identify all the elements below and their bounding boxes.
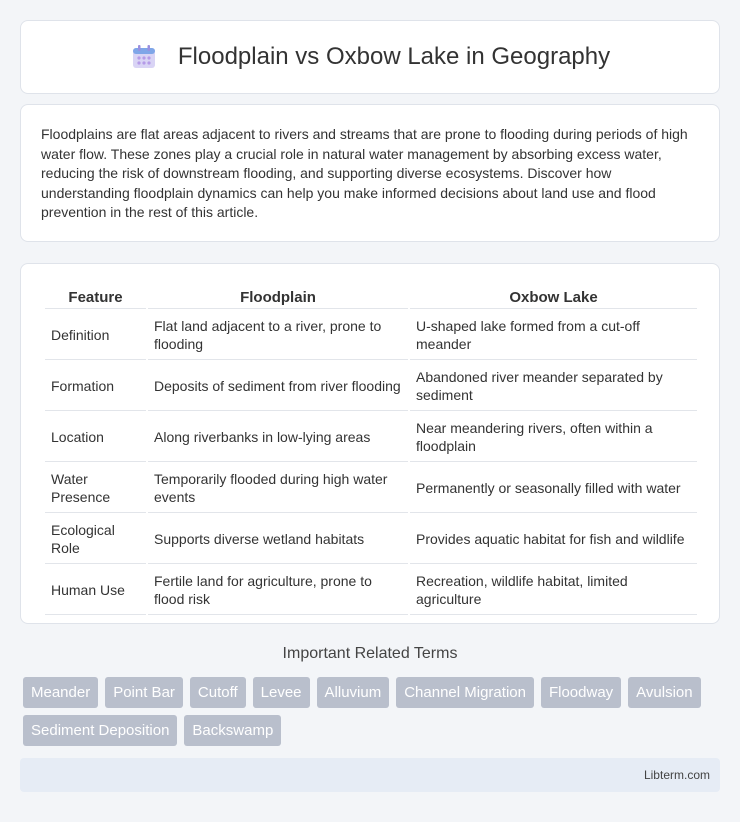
table-row: [45, 311, 697, 360]
tag-alluvium[interactable]: Alluvium: [317, 677, 390, 708]
tag-floodway[interactable]: Floodway: [541, 677, 621, 708]
header-feature: Feature: [45, 286, 146, 309]
header-card: [20, 20, 720, 94]
cell-floodplain: Fertile land for agriculture, prone to flood risk: [148, 566, 408, 615]
table-row: [45, 362, 697, 411]
cell-feature: Water Presence: [45, 464, 146, 513]
cell-floodplain: Deposits of sediment from river flooding: [148, 362, 408, 411]
cell-feature: Location: [45, 413, 146, 462]
header-floodplain: Floodplain: [148, 286, 408, 309]
cell-oxbow-lake: Recreation, wildlife habitat, limited agriculture: [410, 566, 697, 615]
cell-floodplain: Flat land adjacent to a river, prone to flooding: [148, 311, 408, 360]
cell-floodplain: Temporarily flooded during high water events: [148, 464, 408, 513]
cell-oxbow-lake: Abandoned river meander separated by sediment: [410, 362, 697, 411]
footer-brand[interactable]: Libterm.com: [643, 768, 710, 782]
related-terms-tags: [23, 677, 723, 746]
tag-sediment-deposition[interactable]: Sediment Deposition: [23, 715, 177, 746]
cell-floodplain: Along riverbanks in low-lying areas: [148, 413, 408, 462]
comparison-table: [43, 284, 699, 617]
cell-oxbow-lake: Provides aquatic habitat for fish and wildlife: [410, 515, 697, 564]
intro-text: Floodplains are flat areas adjacent to rivers and streams that are prone to flooding during periods of high water flow. These zones play a crucial role in natural water management by absorbing excess water, reducing the risk of downstream flooding, and supporting diverse ecosystems. Discover how understanding floodplain dynamics can help you make informed decisions about land use and flood prevention in the rest of this article.: [41, 126, 688, 220]
cell-floodplain: Supports diverse wetland habitats: [148, 515, 408, 564]
tag-levee[interactable]: Levee: [253, 677, 310, 708]
cell-oxbow-lake: Near meandering rivers, often within a floodplain: [410, 413, 697, 462]
calendar-icon: [130, 43, 158, 71]
intro-card: [20, 104, 720, 242]
tag-meander[interactable]: Meander: [23, 677, 98, 708]
cell-feature: Formation: [45, 362, 146, 411]
header-oxbow-lake: Oxbow Lake: [410, 286, 697, 309]
footer: [20, 758, 720, 792]
tag-backswamp[interactable]: Backswamp: [184, 715, 281, 746]
table-row: [45, 464, 697, 513]
cell-feature: Definition: [45, 311, 146, 360]
tag-point-bar[interactable]: Point Bar: [105, 677, 183, 708]
table-row: [45, 566, 697, 615]
cell-feature: Human Use: [45, 566, 146, 615]
tag-channel-migration[interactable]: Channel Migration: [396, 677, 534, 708]
cell-feature: Ecological Role: [45, 515, 146, 564]
tag-avulsion[interactable]: Avulsion: [628, 677, 700, 708]
table-header-row: [45, 286, 697, 309]
table-row: [45, 515, 697, 564]
related-terms-title: Important Related Terms: [282, 645, 458, 662]
page-title: Floodplain vs Oxbow Lake in Geography: [177, 43, 611, 70]
comparison-table-card: [20, 263, 720, 624]
table-row: [45, 413, 697, 462]
tag-cutoff[interactable]: Cutoff: [190, 677, 246, 708]
cell-oxbow-lake: U-shaped lake formed from a cut-off meander: [410, 311, 697, 360]
cell-oxbow-lake: Permanently or seasonally filled with water: [410, 464, 697, 513]
